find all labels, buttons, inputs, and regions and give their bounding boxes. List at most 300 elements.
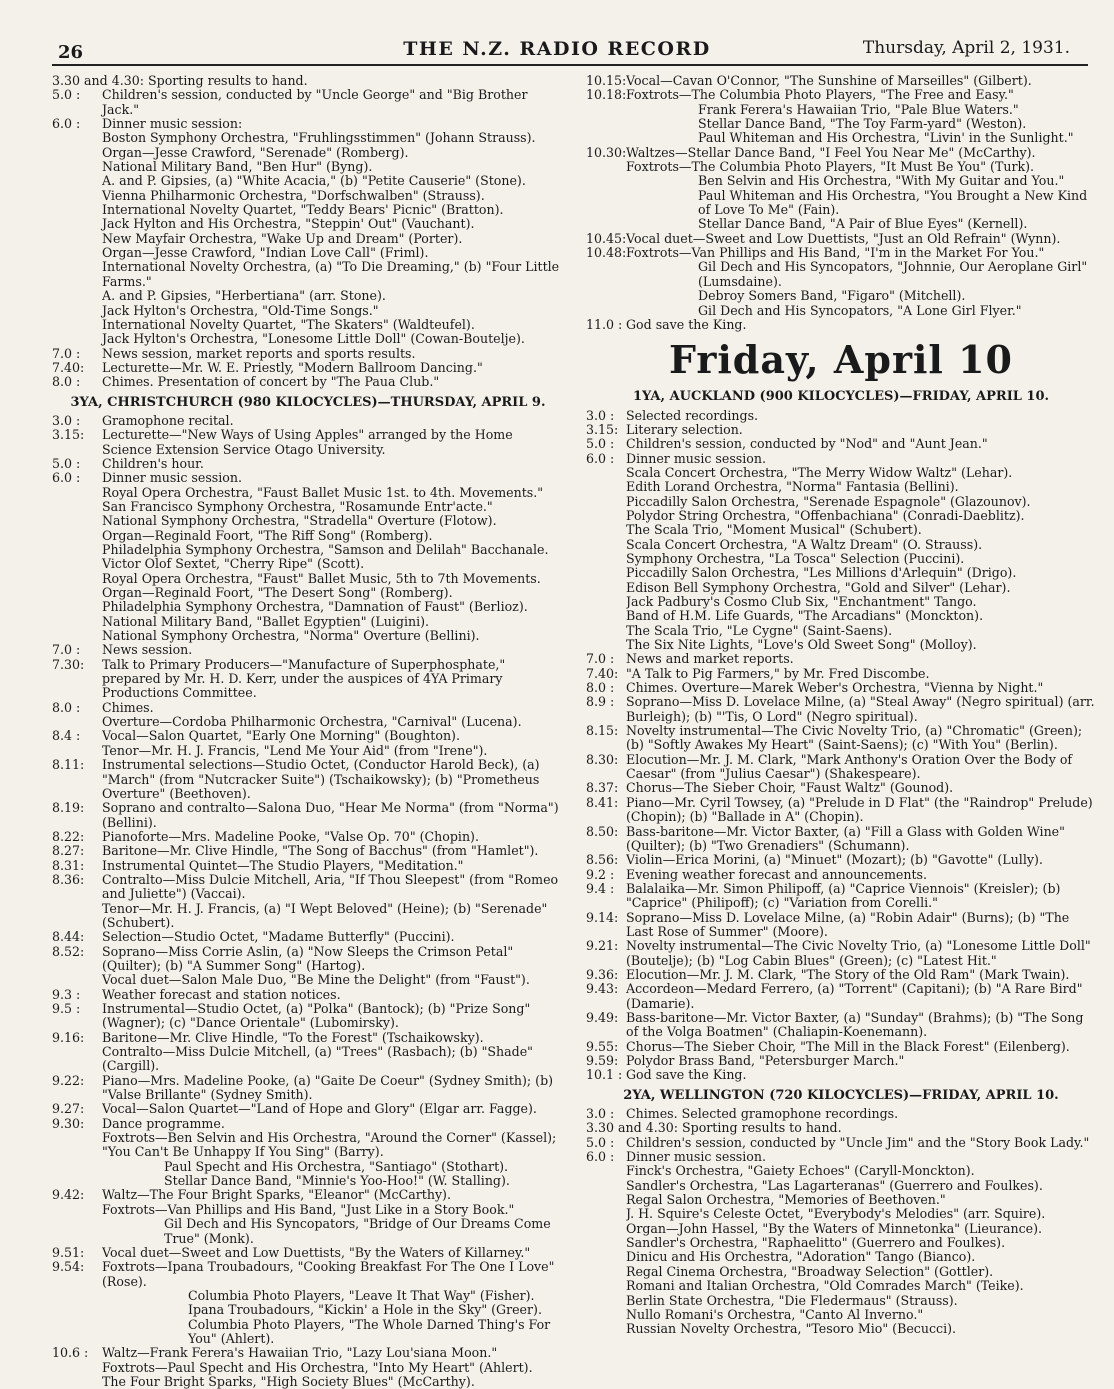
program-entry — [52, 1045, 564, 1074]
entry-time — [52, 304, 92, 318]
entry-text: Foxtrots—The Columbia Photo Players, "It Must Be You" (Turk). — [626, 160, 1035, 175]
entry-text: Tenor—Mr. H. J. Francis, (a) "I Wept Beloved" (Heine); (b) "Serenade" (Schubert). — [102, 901, 548, 930]
program-entry — [586, 131, 1096, 145]
entry-time — [52, 232, 92, 246]
entry-time — [52, 1045, 92, 1074]
entry-text: A. and P. Gipsies, "Herbertiana" (arr. Stone). — [102, 289, 386, 304]
program-entry — [52, 902, 564, 931]
entry-time — [52, 1131, 92, 1160]
entry-time — [586, 1308, 626, 1322]
left-column — [52, 74, 564, 1389]
program-entry — [52, 457, 564, 471]
entry-text: Chimes. Presentation of concert by "The Paua Club." — [102, 375, 440, 390]
entry-text: Organ—Reginald Foort, "The Riff Song" (Romberg). — [102, 528, 433, 543]
entry-time: 6.0 : — [586, 1150, 615, 1165]
entry-text: Accordeon—Medard Ferrero, (a) "Torrent" (Capitani); (b) "A Rare Bird" (Damarie). — [626, 982, 1083, 1011]
entry-time — [52, 600, 92, 614]
program-entry — [52, 486, 564, 500]
entry-text: Novelty instrumental—The Civic Novelty Trio, (a) "Chromatic" (Green); (b) "Softly Awakes My Heart" (Saint-Saens); (c) "With You" (Berlin). — [626, 724, 1083, 753]
program-entry — [586, 1250, 1096, 1264]
entry-text: Overture—Cordoba Philharmonic Orchestra, "Carnival" (Lucena). — [102, 715, 522, 730]
entry-time: 9.22: — [52, 1073, 85, 1088]
entry-text: Chimes. Selected gramophone recordings. — [626, 1107, 899, 1122]
program-entry — [586, 1107, 1096, 1121]
program-entry — [52, 375, 564, 389]
program-entry — [586, 566, 1096, 580]
entry-text: Soprano—Miss D. Lovelace Milne, (a) "Robin Adair" (Burns); (b) "The Last Rose of Summer" (Moore). — [626, 910, 1070, 939]
program-entry — [52, 758, 564, 801]
entry-time — [52, 902, 92, 931]
entry-text: Regal Cinema Orchestra, "Broadway Selection" (Gottler). — [626, 1264, 994, 1279]
program-entry — [52, 1217, 564, 1246]
entry-text: Soprano—Miss D. Lovelace Milne, (a) "Steal Away" (Negro spiritual) (arr. Burleigh); (b) "'Tis, O Lord" (Negro spiritual). — [626, 695, 1095, 724]
entry-text: Piano—Mr. Cyril Towsey, (a) "Prelude in D Flat" (the "Raindrop" Prelude) (Chopin); (b) "Ballade in A" (Chopin). — [626, 795, 1093, 825]
program-entry — [586, 552, 1096, 566]
entry-text: Lecturette—Mr. W. E. Priestly, "Modern Ballroom Dancing." — [102, 360, 483, 375]
entry-time: 9.51: — [52, 1245, 85, 1260]
program-entry — [52, 844, 564, 858]
entry-text: Dinner music session. — [626, 1150, 766, 1165]
entry-text: Pianoforte—Mrs. Madeline Pooke, "Valse Op. 70" (Chopin). — [102, 829, 479, 844]
header-rule — [52, 64, 1088, 66]
entry-time — [52, 715, 92, 729]
program-entry — [52, 203, 564, 217]
entry-text: Piccadilly Salon Orchestra, "Serenade Espagnole" (Glazounov). — [626, 494, 1031, 509]
entry-time — [52, 174, 92, 188]
program-entry — [52, 117, 564, 131]
program-entry — [586, 495, 1096, 509]
entry-text: Symphony Orchestra, "La Tosca" Selection (Puccini). — [626, 551, 965, 566]
entry-time — [586, 1265, 626, 1279]
program-entry — [586, 581, 1096, 595]
entry-text: Edith Lorand Orchestra, "Norma" Fantasia (Bellini). — [626, 480, 959, 495]
program-entry — [586, 1068, 1096, 1082]
entry-text: The Six Nite Lights, "Love's Old Sweet Song" (Molloy). — [626, 638, 977, 653]
entry-time: 9.30: — [52, 1116, 85, 1131]
entry-time — [586, 566, 626, 580]
entry-text: Baritone—Mr. Clive Hindle, "To the Forest" (Tschaikowsky). — [102, 1030, 484, 1045]
entry-time: 3.30 and 4.30: — [52, 74, 145, 88]
entry-text: Novelty instrumental—The Civic Novelty Trio, (a) "Lonesome Little Doll" (Boutelje); (b) "Log Cabin Blues" (Green); (c) "Latest Hit." — [626, 939, 1091, 968]
entry-time: 8.15: — [586, 724, 619, 739]
entry-text: Instrumental—Studio Octet, (a) "Polka" (Bantock); (b) "Prize Song" (Wagner); (c) "Dance Orientale" (Lubomirsky). — [102, 1002, 531, 1031]
entry-time — [586, 1250, 626, 1264]
entry-time: 8.9 : — [586, 695, 615, 710]
page-header — [0, 0, 1114, 70]
entry-time: 3.30 and 4.30: — [586, 1121, 679, 1136]
program-entry — [52, 1361, 564, 1375]
entry-text: A. and P. Gipsies, (a) "White Acacia," (b) "Petite Causerie" (Stone). — [102, 174, 526, 189]
entry-text: Organ—Jesse Crawford, "Serenade" (Romberg). — [102, 145, 409, 160]
entry-time — [52, 160, 92, 174]
entry-text: Selection—Studio Octet, "Madame Butterfly" (Puccini). — [102, 930, 455, 945]
entry-time — [52, 500, 92, 514]
entry-text: Chimes. Overture—Marek Weber's Orchestra, "Vienna by Night." — [626, 681, 1044, 696]
program-entry — [586, 74, 1096, 88]
entry-text: Foxtrots—Paul Specht and His Orchestra, "Into My Heart" (Ahlert). — [102, 1360, 533, 1375]
program-entry — [586, 304, 1096, 318]
entry-time: 7.30: — [52, 657, 85, 672]
entry-text: Jack Hylton and His Orchestra, "Steppin' Out" (Vauchant). — [102, 217, 475, 232]
program-entry — [52, 361, 564, 375]
entry-time: 10.6 : — [52, 1346, 89, 1361]
entry-text: Evening weather forecast and announcements. — [626, 867, 928, 882]
entry-text: News session, market reports and sports results. — [102, 346, 416, 361]
entry-text: Stellar Dance Band, "Minnie's Yoo-Hoo!" (W. Stalling). — [164, 1174, 510, 1189]
entry-text: Royal Opera Orchestra, "Faust Ballet Music 1st. to 4th. Movements." — [102, 485, 544, 500]
entry-text: Balalaika—Mr. Simon Philipoff, (a) "Caprice Viennois" (Kreisler); (b) "Caprice" (Philipoff); (c) "Variation from Corelli." — [626, 881, 1061, 911]
program-entry — [586, 1265, 1096, 1279]
entry-text: National Military Band, "Ballet Egyptien" (Luigini). — [102, 614, 430, 629]
program-entry — [52, 332, 564, 346]
entry-text: Jack Hylton's Orchestra, "Lonesome Little Doll" (Cowan-Boutelje). — [102, 332, 525, 347]
program-entry — [52, 557, 564, 571]
program-entry — [52, 744, 564, 758]
entry-text: Instrumental selections—Studio Octet, (Conductor Harold Beck), (a) "March" (from "Nutcracker Suite") (Tschaikowsky); (b) "Prometheus Overture" (Beethoven). — [102, 758, 540, 801]
entry-text: Foxtrots—The Columbia Photo Players, "The Free and Easy." — [626, 88, 1014, 103]
entry-time — [52, 1217, 92, 1246]
entry-time — [52, 973, 92, 987]
program-entry — [586, 423, 1096, 437]
program-entry — [52, 131, 564, 145]
entry-time — [52, 217, 92, 231]
entry-time — [586, 1236, 626, 1250]
entry-time: 8.52: — [52, 944, 85, 959]
program-entry — [52, 217, 564, 231]
entry-text: Violin—Erica Morini, (a) "Minuet" (Mozart); (b) "Gavotte" (Lully). — [626, 853, 1043, 868]
program-entry — [586, 509, 1096, 523]
entry-text: Vocal duet—Salon Male Duo, "Be Mine the Delight" (from "Faust"). — [102, 973, 530, 988]
entry-text: Piccadilly Salon Orchestra, "Les Millions d'Arlequin" (Drigo). — [626, 566, 1017, 581]
issue-date: Thursday, April 2, 1931. — [862, 38, 1070, 58]
entry-text: Contralto—Miss Dulcie Mitchell, (a) "Trees" (Rasbach); (b) "Shade" (Cargill). — [102, 1045, 533, 1074]
entry-time — [52, 1303, 92, 1317]
entry-text: Scala Concert Orchestra, "A Waltz Dream" (O. Strauss). — [626, 537, 983, 552]
entry-time — [52, 189, 92, 203]
entry-time: 11.0 : — [586, 317, 623, 332]
entry-time: 8.30: — [586, 752, 619, 767]
program-entry — [586, 103, 1096, 117]
entry-time: 10.30: — [586, 145, 627, 160]
program-entry — [586, 160, 1096, 174]
entry-time: 8.0 : — [52, 700, 81, 715]
entry-text: Chimes. — [102, 700, 154, 715]
entry-text: Sporting results to hand. — [682, 1121, 842, 1136]
entry-time: 5.0 : — [586, 1135, 615, 1150]
program-entry — [52, 572, 564, 586]
entry-time — [586, 1294, 626, 1308]
wellington-heading: 2YA, WELLINGTON (720 KILOCYCLES)—FRIDAY, APRIL 10. — [623, 1087, 1059, 1103]
entry-text: Piano—Mrs. Madeline Pooke, (a) "Gaite De Coeur" (Sydney Smith); (b) "Valse Brillante" (Sydney Smith). — [102, 1073, 554, 1103]
entry-text: Chorus—The Sieber Choir, "The Mill in the Black Forest" (Eilenberg). — [626, 1039, 1070, 1054]
program-entry — [52, 289, 564, 303]
program-entry — [52, 88, 564, 117]
entry-time — [586, 1179, 626, 1193]
program-entry — [52, 543, 564, 557]
entry-text: News session. — [102, 643, 193, 658]
entry-text: Debroy Somers Band, "Figaro" (Mitchell). — [698, 289, 966, 304]
entry-text: Paul Specht and His Orchestra, "Santiago" (Stothart). — [164, 1159, 509, 1174]
program-entry — [586, 1136, 1096, 1150]
entry-time: 9.43: — [586, 982, 619, 997]
entry-time: 9.3 : — [52, 987, 81, 1002]
publication-title: THE N.Z. RADIO RECORD — [403, 38, 711, 60]
entry-time: 8.27: — [52, 844, 85, 859]
entry-text: Sandler's Orchestra, "Las Lagarteranas" (Guerrero and Foulkes). — [626, 1178, 1043, 1193]
program-entry — [52, 1160, 564, 1174]
entry-text: Children's session, conducted by "Uncle Jim" and the "Story Book Lady." — [626, 1135, 1090, 1150]
entry-time — [586, 103, 626, 117]
program-entry — [586, 1121, 1096, 1135]
entry-text: Dinicu and His Orchestra, "Adoration" Tango (Bianco). — [626, 1250, 976, 1265]
program-entry — [52, 529, 564, 543]
entry-text: Polydor Brass Band, "Petersburger March." — [626, 1054, 905, 1068]
entry-text: News and market reports. — [626, 652, 794, 667]
entry-text: Foxtrots—Van Phillips and His Band, "Just Like in a Story Book." — [102, 1202, 515, 1217]
entry-text: Soprano and contralto—Salona Duo, "Hear Me Norma" (from "Norma") (Bellini). — [102, 801, 559, 830]
program-entry — [586, 1011, 1096, 1040]
program-entry — [52, 930, 564, 944]
program-entry — [586, 1207, 1096, 1221]
entry-time: 7.40: — [52, 360, 85, 375]
entry-text: Boston Symphony Orchestra, "Fruhlingsstimmen" (Johann Strauss). — [102, 131, 536, 146]
program-entry — [52, 859, 564, 873]
entry-text: Dinner music session: — [102, 117, 243, 132]
entry-time — [586, 117, 626, 131]
entry-text: Foxtrots—Ipana Troubadours, "Cooking Breakfast For The One I Love" (Rose). — [102, 1260, 555, 1289]
entry-text: Polydor String Orchestra, "Offenbachiana" (Conradi-Daeblitz). — [626, 508, 1025, 523]
auckland-listings — [586, 409, 1096, 1083]
entry-text: Children's session, conducted by "Nod" and "Aunt Jean." — [626, 437, 988, 452]
program-entry — [52, 428, 564, 457]
entry-time: 8.11: — [52, 758, 85, 773]
entry-time: 7.0 : — [586, 652, 615, 667]
entry-text: The Scala Trio, "Moment Musical" (Schubert). — [626, 523, 922, 538]
entry-text: Paul Whiteman and His Orchestra, "You Brought a New Kind of Love To Me" (Fain). — [698, 188, 1088, 218]
entry-text: Selected recordings. — [626, 408, 759, 423]
program-entry — [586, 781, 1096, 795]
entry-time — [586, 552, 626, 566]
entry-text: Vienna Philharmonic Orchestra, "Dorfschwalben" (Strauss). — [102, 188, 485, 203]
entry-time: 9.27: — [52, 1102, 85, 1117]
entry-time: 3.15: — [586, 422, 619, 437]
entry-time: 8.4 : — [52, 729, 81, 744]
program-entry — [52, 500, 564, 514]
entry-text: God save the King. — [626, 317, 747, 332]
program-entry — [586, 609, 1096, 623]
entry-text: Royal Opera Orchestra, "Faust" Ballet Music, 5th to 7th Movements. — [102, 571, 541, 586]
program-entry — [52, 1131, 564, 1160]
program-entry — [52, 1188, 564, 1202]
program-entry — [586, 681, 1096, 695]
entry-time: 8.0 : — [52, 375, 81, 390]
entry-time — [52, 514, 92, 528]
entry-text: Scala Concert Orchestra, "The Merry Widow Waltz" (Lehar). — [626, 465, 1013, 480]
entry-time: 10.48: — [586, 246, 627, 261]
entry-time: 9.16: — [52, 1030, 85, 1045]
entry-time: 9.14: — [586, 910, 619, 925]
program-entry — [586, 982, 1096, 1011]
right-column — [586, 74, 1096, 1337]
entry-text: Chorus—The Sieber Choir, "Faust Waltz" (Gounod). — [626, 781, 954, 796]
program-entry — [586, 1236, 1096, 1250]
program-entry — [52, 973, 564, 987]
entry-time: 8.22: — [52, 829, 85, 844]
entry-time: 6.0 : — [52, 117, 81, 132]
program-entry — [52, 1289, 564, 1303]
entry-text: Columbia Photo Players, "Leave It That Way" (Fisher). — [188, 1288, 535, 1303]
entry-time — [586, 609, 626, 623]
entry-time: 10.15: — [586, 74, 627, 88]
entry-text: Regal Salon Orchestra, "Memories of Beethoven." — [626, 1193, 946, 1208]
wellington-listings — [586, 1107, 1096, 1337]
entry-time — [52, 318, 92, 332]
program-entry — [52, 260, 564, 289]
entry-time — [586, 304, 626, 318]
entry-text: Literary selection. — [626, 422, 743, 437]
entry-time — [52, 615, 92, 629]
program-entry — [52, 600, 564, 614]
entry-text: Sandler's Orchestra, "Raphaelitto" (Guerrero and Foulkes). — [626, 1236, 1006, 1251]
program-entry — [52, 1203, 564, 1217]
entry-time: 9.4 : — [586, 881, 615, 896]
program-entry — [52, 988, 564, 1002]
entry-time — [52, 543, 92, 557]
entry-text: Organ—John Hassel, "By the Waters of Minnetonka" (Lieurance). — [626, 1221, 1042, 1236]
entry-time — [52, 744, 92, 758]
program-entry — [586, 1279, 1096, 1293]
entry-time: 9.59: — [586, 1054, 619, 1068]
entry-time — [586, 1164, 626, 1178]
program-entry — [52, 514, 564, 528]
right-top-listings — [586, 74, 1096, 332]
entry-text: Columbia Photo Players, "The Whole Darned Thing's For You" (Ahlert). — [188, 1317, 551, 1346]
entry-time — [52, 1160, 92, 1174]
entry-time: 10.45: — [586, 231, 627, 246]
entry-text: Ipana Troubadours, "Kickin' a Hole in the Sky" (Greer). — [188, 1303, 542, 1318]
entry-time — [586, 1193, 626, 1207]
entry-text: International Novelty Quartet, "Teddy Bears' Picnic" (Bratton). — [102, 203, 504, 218]
program-entry — [586, 868, 1096, 882]
program-entry — [586, 146, 1096, 160]
program-entry — [586, 480, 1096, 494]
program-entry — [586, 452, 1096, 466]
program-entry — [586, 825, 1096, 854]
program-entry — [52, 1346, 564, 1360]
program-entry — [52, 318, 564, 332]
entry-time: 8.44: — [52, 930, 85, 945]
program-entry — [586, 1222, 1096, 1236]
entry-text: Dinner music session. — [626, 451, 766, 466]
entry-time — [52, 1375, 92, 1389]
entry-text: Gramophone recital. — [102, 413, 234, 428]
entry-time — [586, 189, 626, 218]
station-heading: 3YA, CHRISTCHURCH (980 KILOCYCLES)—THURSDAY, APRIL 9. — [70, 394, 546, 410]
program-entry — [586, 318, 1096, 332]
entry-time — [52, 529, 92, 543]
entry-text: Sporting results to hand. — [148, 74, 308, 88]
program-entry — [586, 796, 1096, 825]
entry-text: Organ—Reginald Foort, "The Desert Song" (Romberg). — [102, 586, 453, 601]
program-entry — [52, 1074, 564, 1103]
entry-time — [586, 174, 626, 188]
entry-text: International Novelty Orchestra, (a) "To Die Dreaming," (b) "Four Little Farms." — [102, 260, 560, 289]
program-entry — [52, 801, 564, 830]
program-entry — [52, 189, 564, 203]
entry-text: Vocal—Salon Quartet—"Land of Hope and Glory" (Elgar arr. Fagge). — [102, 1102, 537, 1117]
entry-time — [586, 1322, 626, 1336]
entry-text: Gil Dech and His Syncopators, "Bridge of Our Dreams Come True" (Monk). — [164, 1217, 551, 1246]
entry-time — [586, 217, 626, 231]
entry-text: Victor Olof Sextet, "Cherry Ripe" (Scott). — [102, 557, 365, 572]
program-entry — [52, 1260, 564, 1289]
entry-text: "A Talk to Pig Farmers," by Mr. Fred Discombe. — [626, 666, 930, 681]
entry-time — [52, 131, 92, 145]
program-entry — [586, 1040, 1096, 1054]
program-entry — [52, 1246, 564, 1260]
program-entry — [52, 1002, 564, 1031]
program-entry — [52, 643, 564, 657]
program-entry — [586, 595, 1096, 609]
entry-time — [586, 480, 626, 494]
entry-text: God save the King. — [626, 1068, 747, 1083]
entry-text: Stellar Dance Band, "The Toy Farm-yard" (Weston). — [698, 117, 1027, 132]
entry-time: 6.0 : — [52, 471, 81, 486]
program-entry — [52, 160, 564, 174]
entry-time — [52, 1361, 92, 1375]
page-number: 26 — [58, 42, 84, 63]
program-entry — [52, 1102, 564, 1116]
entry-text: Romani and Italian Orchestra, "Old Comrades March" (Teike). — [626, 1279, 1024, 1294]
entry-time: 7.0 : — [52, 643, 81, 658]
entry-text: Band of H.M. Life Guards, "The Arcadians" (Monckton). — [626, 609, 984, 624]
entry-time — [52, 486, 92, 500]
entry-time: 9.54: — [52, 1260, 85, 1275]
entry-text: Gil Dech and His Syncopators, "Johnnie, Our Aeroplane Girl" (Lumsdaine). — [698, 260, 1088, 289]
entry-time: 9.42: — [52, 1188, 85, 1203]
entry-time — [52, 1174, 92, 1188]
entry-time: 9.21: — [586, 939, 619, 954]
program-entry — [586, 624, 1096, 638]
entry-time: 8.56: — [586, 853, 619, 868]
entry-time — [586, 1207, 626, 1221]
entry-time: 5.0 : — [52, 88, 81, 103]
entry-time — [586, 1222, 626, 1236]
entry-text: National Military Band, "Ben Hur" (Byng). — [102, 160, 373, 175]
entry-time — [52, 260, 92, 289]
program-entry — [586, 1150, 1096, 1164]
entry-time: 8.19: — [52, 801, 85, 816]
entry-text: Waltz—Frank Ferera's Hawaiian Trio, "Lazy Lou'siana Moon." — [102, 1346, 498, 1361]
program-entry — [586, 538, 1096, 552]
auckland-heading: 1YA, AUCKLAND (900 KILOCYCLES)—FRIDAY, APRIL 10. — [632, 389, 1050, 405]
entry-time: 8.37: — [586, 781, 619, 796]
entry-time — [586, 131, 626, 145]
entry-time — [586, 509, 626, 523]
entry-time: 5.0 : — [52, 456, 81, 471]
entry-time: 7.40: — [586, 666, 619, 681]
entry-text: Waltz—The Four Bright Sparks, "Eleanor" (McCarthy). — [102, 1188, 451, 1203]
entry-time — [586, 289, 626, 303]
entry-text: Dinner music session. — [102, 471, 242, 486]
entry-time — [586, 638, 626, 652]
program-entry — [52, 658, 564, 701]
program-entry — [586, 753, 1096, 782]
entry-time: 3.0 : — [586, 408, 615, 423]
entry-text: National Symphony Orchestra, "Stradella" Overture (Flotow). — [102, 514, 497, 529]
friday-heading: Friday, April 10 — [669, 337, 1013, 383]
entry-text: Vocal duet—Sweet and Low Duettists, "Just an Old Refrain" (Wynn). — [626, 231, 1061, 246]
